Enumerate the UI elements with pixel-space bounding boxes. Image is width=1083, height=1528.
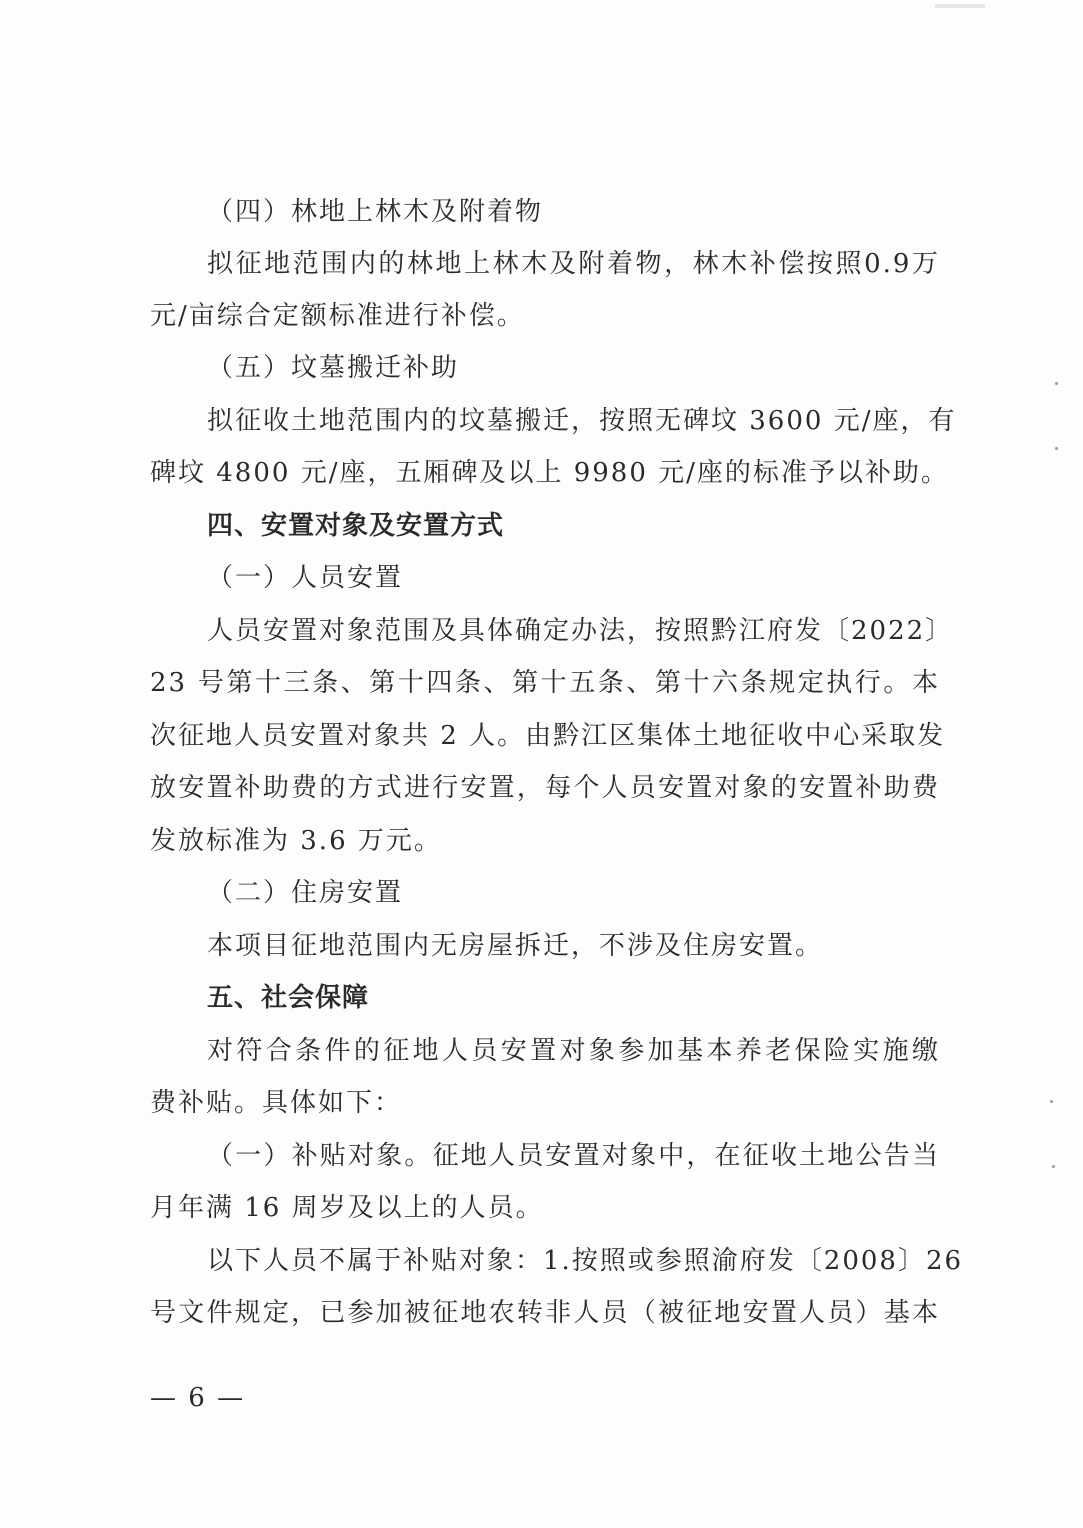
paragraph-line: 23 号第十三条、第十四条、第十五条、第十六条规定执行。本 xyxy=(150,668,940,698)
subheading-forest-attachments: （四）林地上林木及附着物 xyxy=(207,197,544,227)
paragraph-line: 对符合条件的征地人员安置对象参加基本养老保险实施缴 xyxy=(207,1036,940,1066)
scan-speck xyxy=(1055,447,1058,450)
paragraph-line: 放安置补助费的方式进行安置，每个人员安置对象的安置补助费 xyxy=(150,773,940,803)
subheading-housing-resettlement: （二）住房安置 xyxy=(207,878,404,908)
page-number: — 6 — xyxy=(150,1383,246,1413)
paragraph-line: 拟征收土地范围内的坟墓搬迁，按照无碑坟 3600 元/座，有 xyxy=(207,406,957,436)
paragraph-line: 号文件规定，已参加被征地农转非人员（被征地安置人员）基本 xyxy=(150,1298,940,1328)
scan-speck xyxy=(1050,1100,1053,1103)
scan-artifact xyxy=(935,4,985,8)
paragraph-line: 次征地人员安置对象共 2 人。由黔江区集体土地征收中心采取发 xyxy=(150,721,946,751)
subheading-personnel-resettlement: （一）人员安置 xyxy=(207,563,404,593)
paragraph-line: 碑坟 4800 元/座，五厢碑及以上 9980 元/座的标准予以补助。 xyxy=(150,458,949,488)
scan-speck xyxy=(1055,382,1058,385)
section-heading-resettlement: 四、安置对象及安置方式 xyxy=(207,511,505,541)
paragraph-line: 拟征地范围内的林地上林木及附着物，林木补偿按照0.9万 xyxy=(207,249,940,279)
scan-speck xyxy=(1052,1165,1055,1168)
paragraph-line: （一）补贴对象。征地人员安置对象中，在征收土地公告当 xyxy=(207,1141,940,1171)
paragraph-line: 人员安置对象范围及具体确定办法，按照黔江府发〔2022〕 xyxy=(207,616,954,646)
paragraph-line: 发放标准为 3.6 万元。 xyxy=(150,826,442,856)
section-heading-social-security: 五、社会保障 xyxy=(207,983,370,1013)
paragraph-line: 费补贴。具体如下： xyxy=(150,1088,403,1118)
paragraph-line: 月年满 16 周岁及以上的人员。 xyxy=(150,1193,544,1223)
paragraph-line: 元/亩综合定额标准进行补偿。 xyxy=(150,301,525,331)
paragraph-line: 本项目征地范围内无房屋拆迁，不涉及住房安置。 xyxy=(207,931,824,961)
subheading-grave-relocation: （五）坟墓搬迁补助 xyxy=(207,353,460,383)
paragraph-line: 以下人员不属于补贴对象：1.按照或参照渝府发〔2008〕26 xyxy=(207,1246,964,1276)
